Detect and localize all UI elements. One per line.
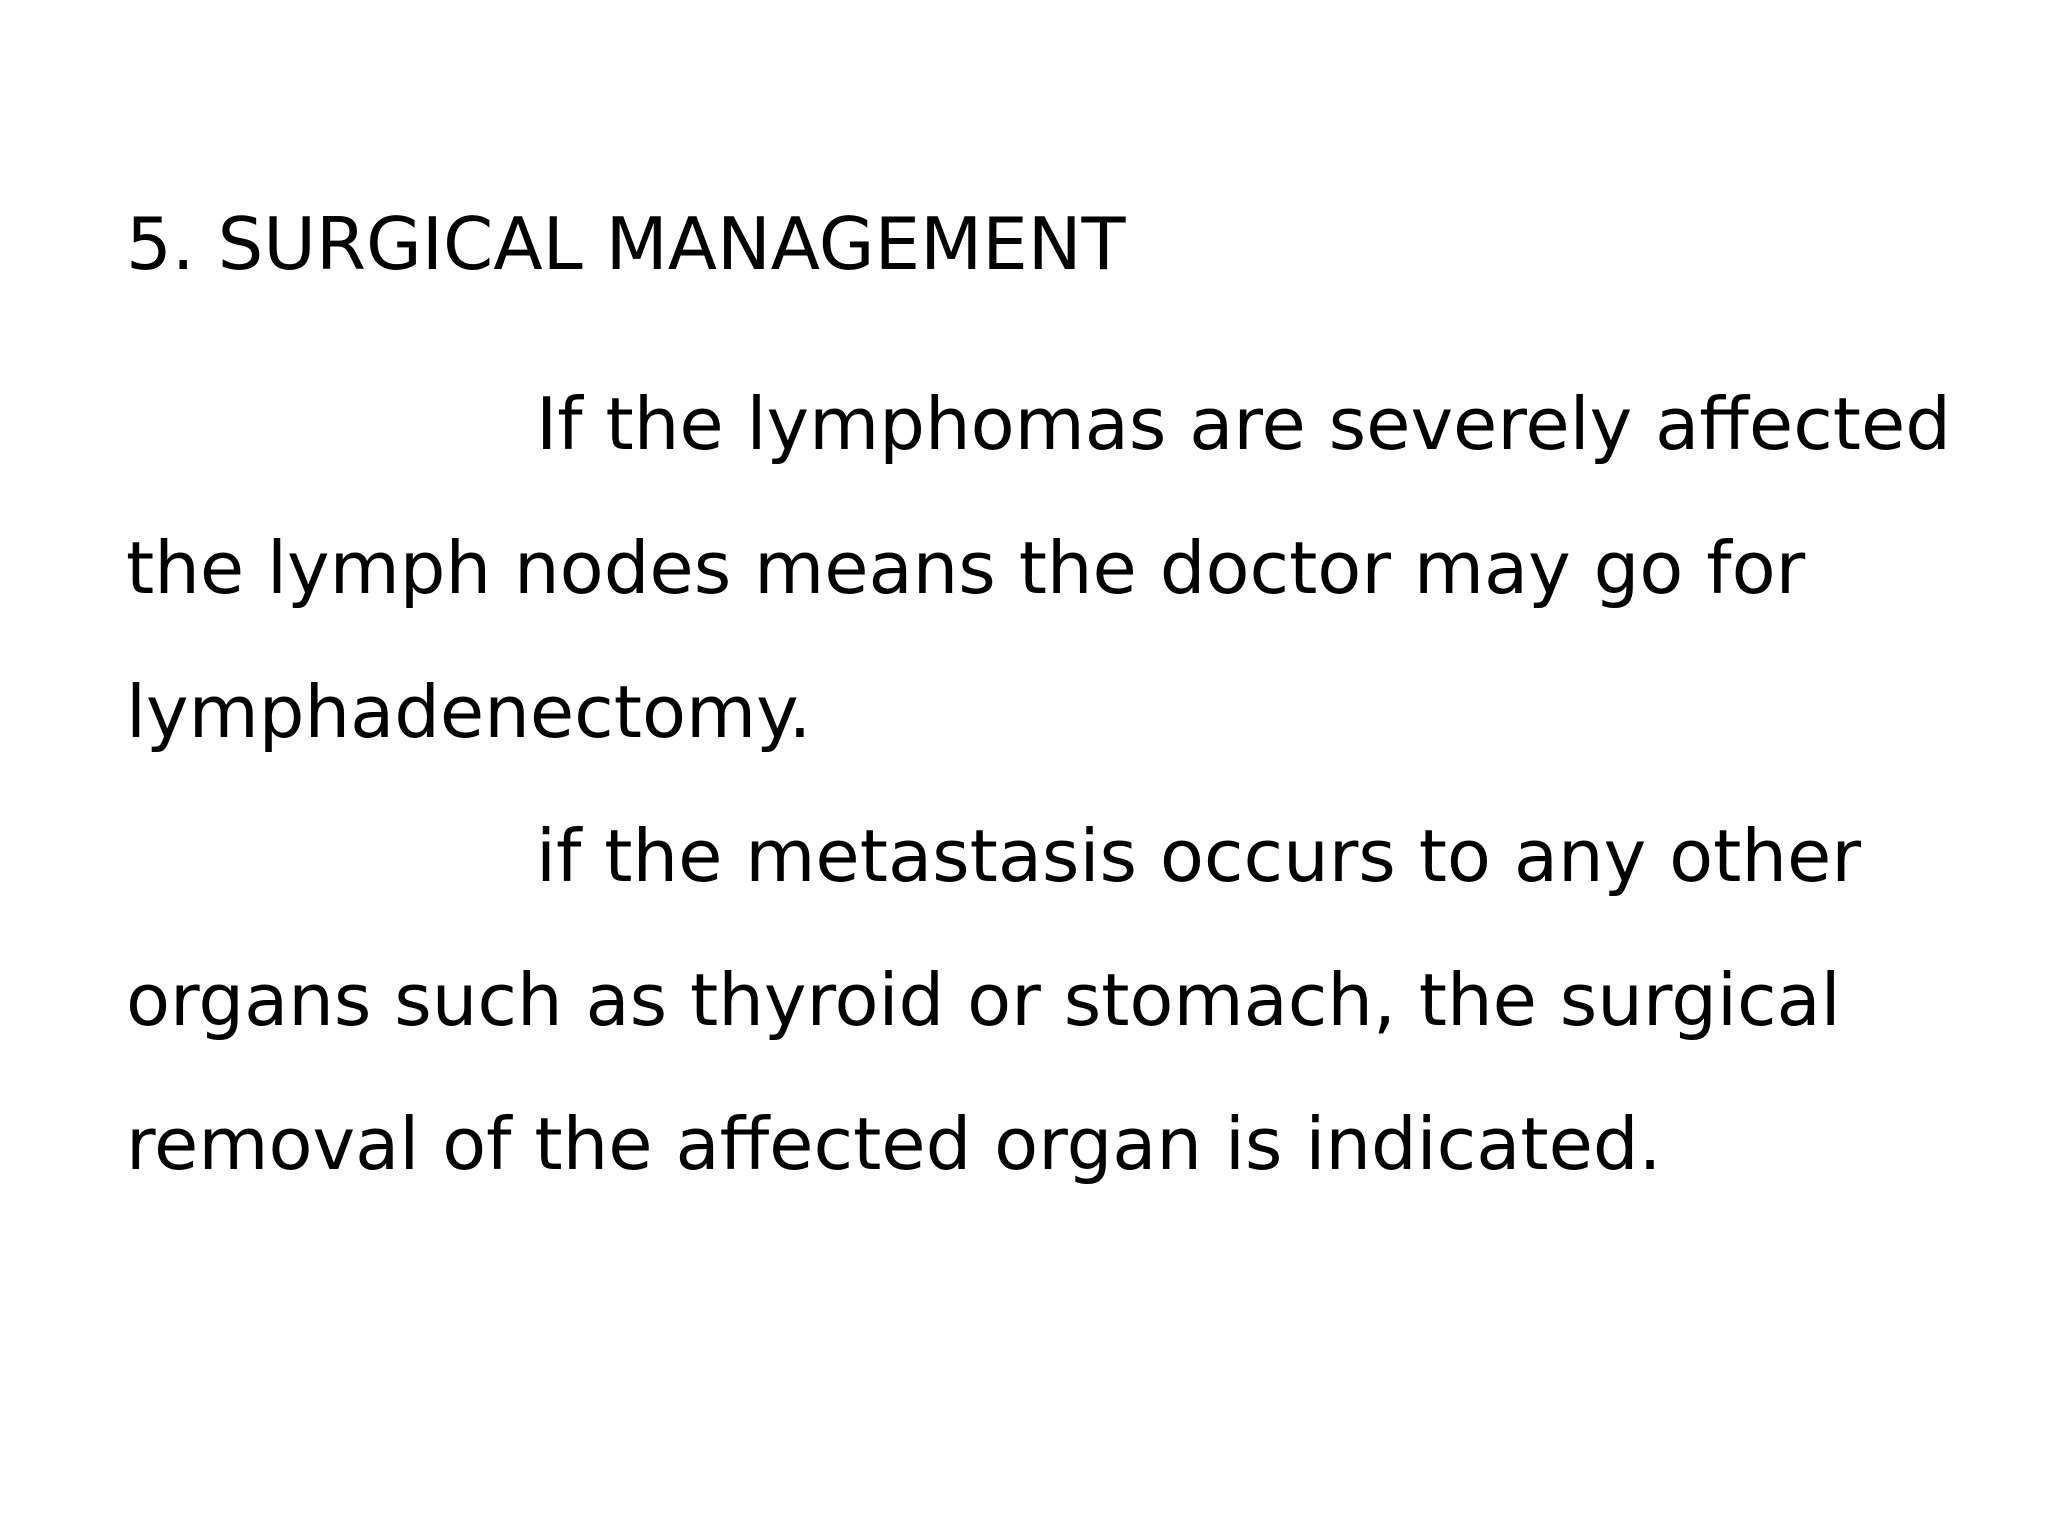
paragraph-line: If the lymphomas are severely affected: [536, 382, 1952, 466]
paragraph-line: lymphadenectomy.: [126, 670, 812, 754]
paragraph-line: the lymph nodes means the doctor may go for: [126, 526, 1806, 610]
paragraph-metastasis: [126, 784, 2006, 1216]
paragraph-line: organs such as thyroid or stomach, the surgical: [126, 958, 1841, 1042]
slide-body: [126, 352, 2006, 1216]
paragraph-lymphadenectomy: [126, 352, 2006, 784]
slide-heading: 5. SURGICAL MANAGEMENT: [126, 202, 1126, 286]
paragraph-line: removal of the affected organ is indicated.: [126, 1102, 1662, 1186]
paragraph-line: if the metastasis occurs to any other: [536, 814, 1861, 898]
